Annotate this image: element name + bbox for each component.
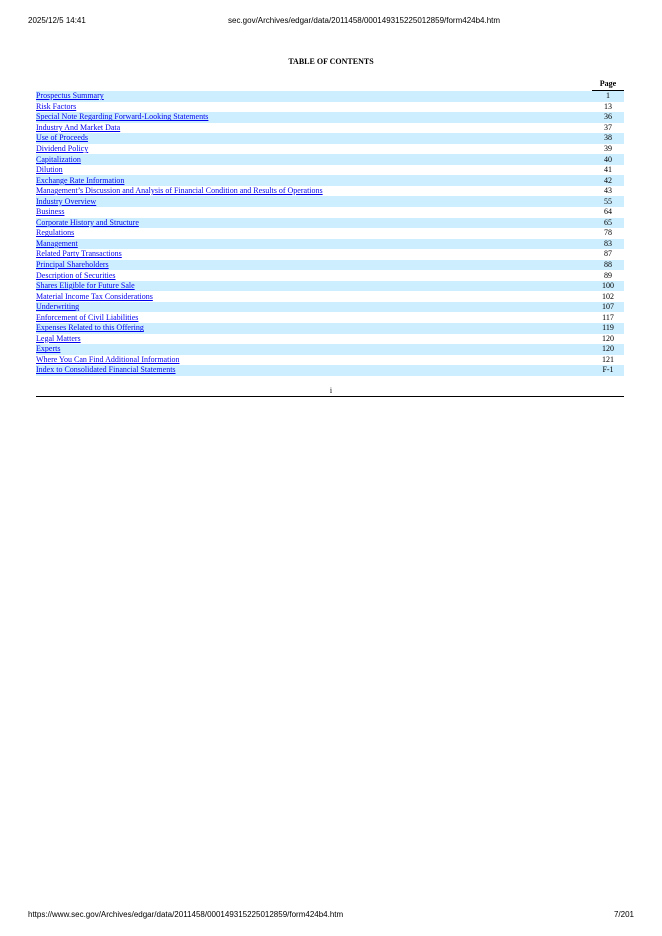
print-page-indicator: 7/201	[613, 910, 634, 919]
toc-entry-page: 107	[592, 302, 624, 313]
toc-row	[36, 291, 624, 302]
toc-entry-link[interactable]: Prospectus Summary	[36, 91, 104, 101]
toc-entry-page: 43	[604, 186, 612, 196]
toc-row	[36, 281, 624, 292]
toc-entry-link[interactable]: Capitalization	[36, 154, 81, 164]
document-page-number: i	[329, 386, 333, 395]
toc-row	[36, 165, 624, 176]
toc-row	[36, 196, 624, 207]
toc-entry-link[interactable]: Management’s Discussion and Analysis of Financial Condition and Results of Operations	[36, 186, 323, 196]
toc-row	[36, 228, 624, 239]
toc-entry-link[interactable]: Shares Eligible for Future Sale	[36, 281, 135, 291]
toc-entry-link[interactable]: Enforcement of Civil Liabilities	[36, 312, 139, 322]
toc-entry-link[interactable]: Regulations	[36, 228, 75, 238]
toc-entry-link[interactable]: Index to Consolidated Financial Statements	[36, 365, 176, 375]
toc-entry-page: 64	[604, 207, 612, 217]
toc-entry-page: F-1	[592, 365, 624, 376]
toc-entry-link[interactable]: Related Party Transactions	[36, 249, 122, 259]
toc-entry-page: 120	[592, 344, 624, 355]
toc-entry-page: 37	[604, 122, 612, 132]
print-datetime: 2025/12/5 14:41	[28, 16, 86, 25]
toc-entry-page: 41	[604, 165, 612, 175]
print-header-url: sec.gov/Archives/edgar/data/2011458/000149315225012859/form424b4.htm	[228, 16, 501, 25]
toc-row	[36, 133, 624, 144]
toc-row	[36, 154, 624, 165]
toc-row	[36, 239, 624, 250]
toc-entry-link[interactable]: Industry And Market Data	[36, 122, 121, 132]
toc-entry-page: 1	[592, 91, 624, 102]
toc-entry-page: 42	[592, 175, 624, 186]
toc-entry-link[interactable]: Corporate History and Structure	[36, 217, 139, 227]
toc-entry-page: 117	[602, 312, 614, 322]
toc-entry-link[interactable]: Industry Overview	[36, 196, 97, 206]
toc-entry-link[interactable]: Special Note Regarding Forward-Looking Statements	[36, 112, 209, 122]
toc-row	[36, 112, 624, 123]
toc-entry-link[interactable]: Principal Shareholders	[36, 260, 109, 270]
toc-row	[36, 312, 624, 323]
toc-row	[36, 91, 624, 102]
print-footer-url: https://www.sec.gov/Archives/edgar/data/2011458/000149315225012859/form424b4.htm	[28, 910, 344, 919]
toc-row	[36, 344, 624, 355]
toc-entry-link[interactable]: Description of Securities	[36, 270, 116, 280]
toc-entry-page: 121	[602, 354, 614, 364]
toc-row	[36, 218, 624, 229]
toc-entry-page: 120	[602, 333, 614, 343]
toc-row	[36, 102, 624, 113]
toc-row	[36, 270, 624, 281]
toc-entry-link[interactable]: Exchange Rate Information	[36, 175, 125, 185]
toc-entry-link[interactable]: Use of Proceeds	[36, 133, 88, 143]
toc-header-row	[36, 78, 624, 91]
toc-entry-page: 78	[604, 228, 612, 238]
toc-entry-link[interactable]: Dilution	[36, 165, 63, 175]
toc-entry-page: 39	[604, 144, 612, 153]
toc-entry-link[interactable]: Risk Factors	[36, 101, 77, 111]
toc-row	[36, 323, 624, 334]
toc-entry-link[interactable]: Where You Can Find Additional Information	[36, 354, 180, 364]
toc-row	[36, 207, 624, 218]
toc-entry-page: 87	[604, 249, 612, 259]
toc-entry-link[interactable]: Underwriting	[36, 302, 80, 312]
toc-entry-page: 88	[592, 260, 624, 271]
toc-entry-page: 102	[602, 291, 614, 301]
toc-row	[36, 175, 624, 186]
page-divider	[36, 396, 624, 397]
toc-entry-page: 55	[592, 196, 624, 207]
toc-table	[36, 78, 624, 376]
toc-entry-link[interactable]: Experts	[36, 344, 61, 354]
toc-row	[36, 144, 624, 155]
toc-row	[36, 302, 624, 313]
toc-title: TABLE OF CONTENTS	[288, 57, 374, 66]
toc-entry-page: 100	[592, 281, 624, 292]
toc-entry-page: 36	[592, 112, 624, 123]
toc-entry-link[interactable]: Material Income Tax Considerations	[36, 291, 153, 301]
toc-entry-page: 40	[592, 154, 624, 165]
toc-row	[36, 249, 624, 260]
toc-row	[36, 260, 624, 271]
toc-entry-link[interactable]: Management	[36, 238, 78, 248]
toc-entry-link[interactable]: Business	[36, 207, 65, 217]
toc-entry-page: 38	[592, 133, 624, 144]
toc-entry-page: 83	[592, 239, 624, 250]
toc-entry-page: 119	[592, 323, 624, 334]
toc-entry-page: 89	[604, 270, 612, 280]
toc-row	[36, 355, 624, 366]
toc-entry-page: 13	[604, 101, 612, 111]
toc-row	[36, 123, 624, 134]
toc-entry-link[interactable]: Dividend Policy	[36, 144, 89, 153]
toc-row	[36, 334, 624, 345]
toc-entry-link[interactable]: Legal Matters	[36, 333, 81, 343]
toc-entry-page: 65	[592, 218, 624, 229]
toc-row	[36, 365, 624, 376]
page-column-header: Page	[592, 78, 624, 91]
toc-entry-link[interactable]: Expenses Related to this Offering	[36, 323, 144, 333]
toc-row	[36, 186, 624, 197]
